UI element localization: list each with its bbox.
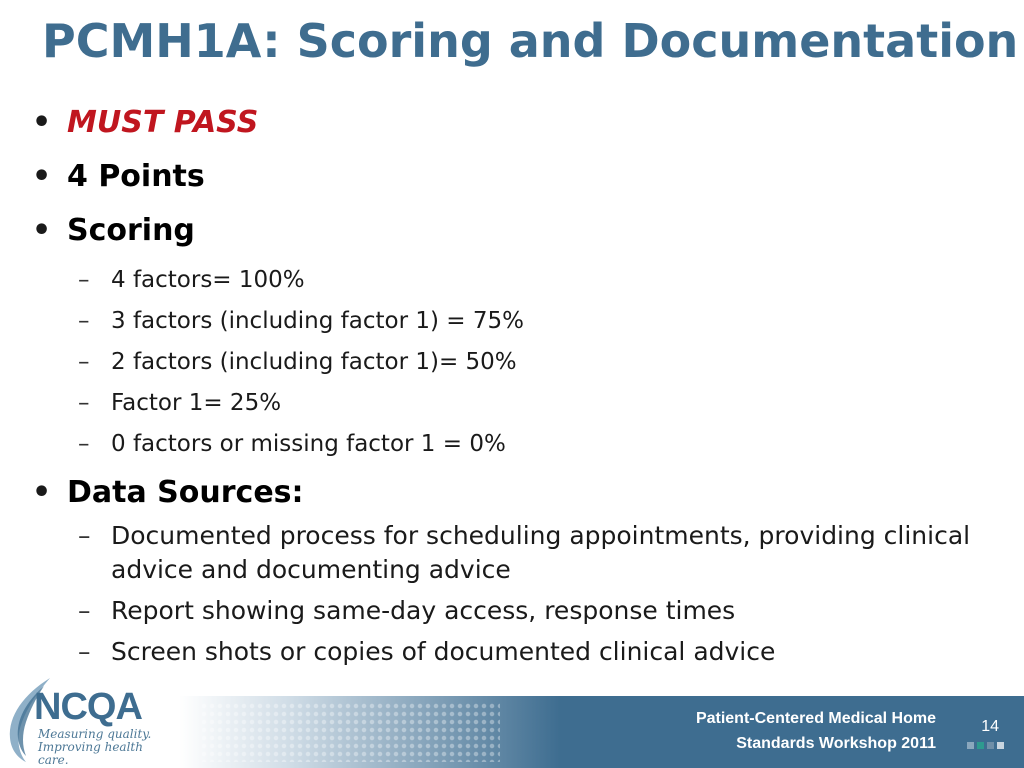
bullet-points — [32, 152, 992, 204]
scoring-item-text: 2 factors (including factor 1)= 50% — [111, 349, 517, 375]
scoring-item — [32, 427, 992, 461]
bullet-dot: • — [32, 105, 52, 140]
bullet-dot: • — [32, 159, 52, 194]
scoring-item — [32, 386, 992, 420]
scoring-text: Scoring — [67, 213, 195, 248]
bullet-data-sources — [32, 469, 992, 519]
page-number: 14 — [981, 718, 999, 735]
must-pass-text: MUST PASS — [67, 105, 259, 140]
accent-square — [967, 742, 974, 749]
data-source-item-text: Screen shots or copies of documented clinical advice — [111, 637, 776, 666]
footer-caption — [696, 706, 936, 756]
logo-tagline — [38, 728, 174, 767]
scoring-item-text: Factor 1= 25% — [111, 390, 282, 416]
footer-line-1: Patient-Centered Medical Home — [695, 710, 936, 727]
bullet-must-pass — [32, 100, 992, 152]
points-text: 4 Points — [67, 159, 205, 194]
dash-marker: – — [78, 349, 90, 375]
accent-square — [997, 742, 1004, 749]
data-sources-text: Data Sources: — [67, 475, 304, 510]
dash-marker: – — [78, 308, 90, 334]
footer-dot-pattern — [200, 702, 500, 762]
scoring-item-text: 3 factors (including factor 1) = 75% — [111, 308, 524, 334]
scoring-item-text: 0 factors or missing factor 1 = 0% — [111, 431, 506, 457]
dash-marker: – — [78, 267, 90, 293]
accent-square — [977, 742, 984, 749]
data-source-item — [32, 519, 992, 587]
accent-square — [987, 742, 994, 749]
bullet-dot: • — [32, 213, 52, 248]
dash-marker: – — [78, 431, 90, 457]
data-source-item — [32, 635, 992, 669]
ncqa-logo — [4, 676, 174, 767]
scoring-item — [32, 304, 992, 338]
dash-marker: – — [78, 521, 91, 550]
bullet-scoring — [32, 204, 992, 260]
data-source-item-text: Report showing same-day access, response times — [111, 596, 736, 625]
accent-squares — [967, 742, 1004, 749]
scoring-item — [32, 345, 992, 379]
dash-marker: – — [78, 637, 91, 666]
logo-tagline-1: Measuring quality. — [38, 727, 152, 741]
scoring-item — [32, 263, 992, 297]
logo-wordmark: NCQA — [34, 686, 142, 728]
bullet-dot: • — [32, 475, 52, 510]
data-source-item — [32, 594, 992, 628]
slide-title: PCMH1A: Scoring and Documentation — [42, 14, 1019, 68]
data-source-item-text: Documented process for scheduling appointments, providing clinical advice and documenting advice — [111, 521, 971, 584]
dash-marker: – — [78, 390, 90, 416]
dash-marker: – — [78, 596, 91, 625]
slide-content — [32, 100, 992, 669]
scoring-item-text: 4 factors= 100% — [111, 267, 305, 293]
logo-tagline-2: Improving health care. — [38, 740, 143, 767]
footer-line-2: Standards Workshop 2011 — [736, 735, 936, 752]
